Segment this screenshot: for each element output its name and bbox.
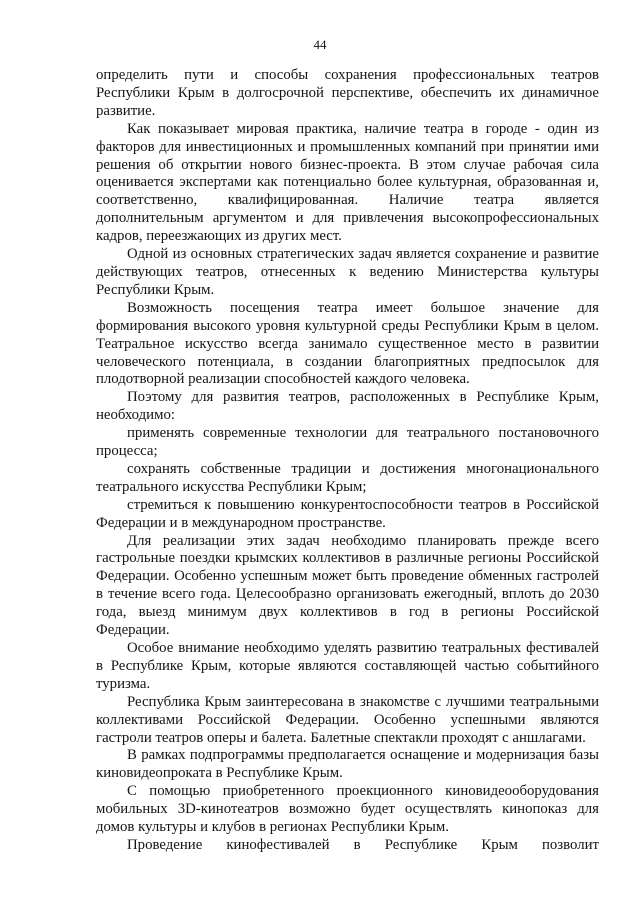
paragraph-10: С помощью приобретенного проекционного киновидеооборудования мобильных 3D-кинотеатров возможно будет осуществлять кинопоказ для домов культуры и клубов в регионах Республики Крым.	[96, 783, 599, 836]
paragraph-2: Как показывает мировая практика, наличие театра в городе - один из факторов для инвестиционных и промышленных компаний при принятии ими решения об открытии нового бизнес-проекта. В этом случае рабочая сила оценивается экспертами как потенциально более культурная, образованная и, соответственно, квалифицированная. Наличие театра является дополнительным аргументом и для привлечения высокопрофессиональных кадров, переезжающих из других мест.	[96, 120, 599, 245]
paragraph-4: Возможность посещения театра имеет большое значение для формирования высокого уровня культурной среды Республики Крым в целом. Театральное искусство всегда занимало существенное место в развитии человеческого потенциала, в создании благоприятных предпосылок для плодотворной реализации способностей каждого человека.	[96, 299, 599, 388]
paragraph-1: определить пути и способы сохранения профессиональных театров Республики Крым в долгосрочной перспективе, обеспечить их динамичное развитие.	[96, 67, 599, 119]
paragraph-3: Одной из основных стратегических задач является сохранение и развитие действующих театров, отнесенных к ведению Министерства культуры Республики Крым.	[96, 246, 599, 298]
paragraph-5: Поэтому для развития театров, расположенных в Республике Крым, необходимо:	[96, 389, 599, 424]
paragraph-6: Для реализации этих задач необходимо планировать прежде всего гастрольные поездки крымских коллективов в различные регионы Российской Федерации. Особенно успешным может быть проведение обменных гастролей в течение всего года. Целесообразно организовать ежегодный, вплоть до 2030 года, выезд минимум двух коллективов в год в регионы Российской Федерации.	[96, 532, 599, 639]
paragraph-8: Республика Крым заинтересована в знакомстве с лучшими театральными коллективами Российской Федерации. Особенно успешными являются гастроли театров оперы и балета. Балетные спектакли проходят с аншлагами.	[96, 693, 599, 746]
paragraph-9: В рамках подпрограммы предполагается оснащение и модернизация базы киновидеопроката в Республике Крым.	[96, 747, 599, 782]
paragraph-7: Особое внимание необходимо уделять развитию театральных фестивалей в Республике Крым, которые являются составляющей частью событийного туризма.	[96, 640, 599, 692]
list-item-3: стремиться к повышению конкурентоспособности театров в Российской Федерации и в международном пространстве.	[96, 496, 599, 531]
paragraph-11: Проведение кинофестивалей в Республике Крым позволит	[127, 836, 599, 853]
list-item-2: сохранять собственные традиции и достижения многонационального театрального искусства Республики Крым;	[96, 460, 599, 495]
page-number: 44	[313, 37, 327, 52]
list-item-1: применять современные технологии для театрального постановочного процесса;	[96, 425, 599, 460]
document-body	[96, 67, 599, 855]
